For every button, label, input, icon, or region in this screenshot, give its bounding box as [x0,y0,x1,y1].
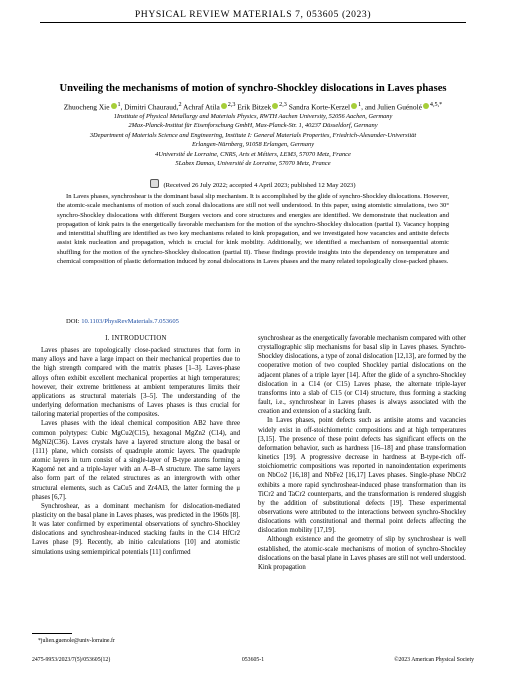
intro-paragraph-3: Synchroshear, as a dominant mechanism for dislocation-mediated plasticity on the basal plane in Laves phases, was predicted in the 1960s [8]. It was later confirmed by experimental observations of synchro-Shockley dislocations and synchroshear-induced stacking faults in the C14 HfCr2 Laves phase [9]. Recently, ab initio calculations [10] and atomistic simulations using semiempirical potentials [11] confirmed [32,502,240,556]
author-6: , and Julien Guénolé [361,102,422,112]
affiliation-4: 4Université de Lorraine, CNRS, Arts et Métiers, LEM3, 57070 Metz, France [155,150,351,158]
footnote-rule [32,633,72,634]
author-5-affil: 1 [358,102,362,108]
author-3-affil: 2,3 [227,102,236,108]
right-column [258,334,466,572]
intro-paragraph-2: Laves phases with the ideal chemical composition AB2 have three common polytypes: Cubic MgCu2(C15), hexagonal MgZn2 (C14), and MgNi2(C36). Laves crystals have a layered structure along the basal or {111} plane, which consists of quadruple atomic layers. The quadruple atomic layers in turn consist of a single-layer of B-type atoms forming a Kagomé net and a triple-layer with an A–B–A structure. The same layers also form part of the related structures as an intergrowth with other structural elements, such as CaCu5 and Zr4Al3, the latter forming the μ phases [6,7]. [32,420,240,501]
affiliation-3: 3Department of Materials Science and Engineering, Institute I: General Materials Properties, Friedrich-Alexander-Universität [89,131,417,139]
author-1: Zhuocheng Xie [63,102,110,112]
author-6-affil: 4,5,* [429,102,443,108]
received-text: (Received 26 July 2022; accepted 4 April 2023; published 12 May 2023) [163,182,356,189]
affiliations [40,112,466,168]
abstract: In Laves phases, synchroshear is the dominant basal slip mechanism. It is accomplished by the glide of synchro-Shockley dislocations. However, the atomic-scale mechanisms of motion of such zonal dislocations are still not well understood. In this paper, using atomistic simulations, two 30° synchro-Shockley dislocations with different Burgers vectors and core structures and energies are identified. We demonstrate that nucleation and propagation of kink pairs is the energetically favorable mechanism for the motion of the synchro-Shockley dislocation (partial I). Vacancy hopping and interstitial shuffling are identified as two key mechanisms related to kink propagation, and we investigated how vacancies and antisite defects assist kink nucleation and propagation, which is crucial for kink mobility. Additionally, we identified a mechanism of nonsequential atomic shuffling for the motion of the synchro-Shockley dislocation (partial II). These findings provide insights into the dependency on temperature and chemical composition of plastic deformation induced by zonal dislocations in Laves phases and the many related topologically close-packed phases. [57,193,450,265]
paper-title: Unveiling the mechanisms of motion of synchro-Shockley dislocations in Laves phases [59,83,447,94]
license-icon[interactable] [150,179,159,188]
orcid-icon[interactable] [423,103,429,109]
journal-header [0,9,506,20]
orcid-icon[interactable] [272,103,278,109]
affiliation-1: 1Institute of Physical Metallurgy and Materials Physics, RWTH Aachen University, 52056 Aachen, Germany [113,113,393,120]
author-2-affil: 2 [178,102,182,108]
intro-paragraph-5: In Laves phases, point defects such as antisite atoms and vacancies widely exist in off-stoichiometric compositions and at high temperatures [3,15]. The presence of these point defects has significant effects on the deformation behavior, such as hardness [16–18] and phase transformation kinetics [19]. A progressive decrease in hardness at B-type-rich off-stoichiometric compositions was reported in nanoindentation experiments on NbCo2 [16,18] and NbFe2 [16,17] Laves phases. Single-phase NbCr2 exhibits a more rapid synchroshear-induced phase transformation than its TiCr2 and TaCr2 counterparts, and the transformation is rendered sluggish by the addition of substitutional defects [19]. These experimental observations were attributed to the interactions between synchro-Shockley dislocations with constitutional and thermal point defects affecting the dislocation mobility [17,19]. [258,417,466,535]
affiliation-3-cont: Erlangen-Nürnberg, 91058 Erlangen, Germany [191,141,315,149]
intro-paragraph-4: synchroshear as the energetically favorable mechanism compared with other crystallographic slip mechanisms for basal slip in Laves phases. Synchro-Shockley dislocations, a type of zonal dislocation [12,13], are formed by the cooperative motion of two coupled Shockley partial dislocations on the adjacent planes of a triple layer [14]. After the glide of a synchro-Shockley dislocation in a C14 (or C15) Laves phase, the alternate triple-layer transforms into a slab of C15 (or C14) structure, thus forming a stacking fault, i.e., synchroshear in Laves phases is always associated with the creation and extension of a stacking fault. [258,335,466,416]
author-4-affil: 2,3 [279,102,287,108]
author-5: Sandra Korte-Kerzel [286,102,351,112]
intro-paragraph-1: Laves phases are topologically close-packed structures that form in many alloys and have a large impact on their mechanical properties due to the high strength compared with the matrix phases [1–3]. Laves-phase alloys often exhibit excellent mechanical properties at high temperatures; however, their extreme brittleness at ambient temperatures limits their applications as structural materials [3–5]. The understanding of the underlying deformation mechanisms of Laves phases is thus crucial for tailoring material properties of the composites. [32,347,240,419]
section-heading: I. INTRODUCTION [105,335,167,342]
header-rule [40,22,466,23]
footer-page-number: 053605-1 [241,657,265,663]
orcid-icon[interactable] [221,103,227,109]
left-column [32,334,240,557]
intro-paragraph-6: Although existence and the geometry of slip by synchroshear is well established, the atomic-scale mechanisms of motion of synchro-Shockley dislocations on the basal plane in Laves phases are still not well understood. Kink propagation [258,536,466,571]
author-3: Achraf Atila [181,102,220,112]
journal-header-text: PHYSICAL REVIEW MATERIALS 7, 053605 (2023) [134,9,372,20]
affiliation-5: 5Labex Damas, Université de Lorraine, 57070 Metz, France [175,160,331,168]
author-list [30,101,476,111]
doi-line [66,318,179,325]
footer-issn: 2475-9953/2023/7(5)/053605(12) [32,657,111,663]
received-dates [30,179,476,189]
doi-label: DOI: [66,318,82,325]
corresponding-email[interactable]: *julien.guenole@univ-lorraine.fr [38,638,115,644]
affiliation-2: 2Max-Planck-Institut für Eisenforschung GmbH, Max-Planck-Str. 1, 40237 Düsseldorf, Germany [128,122,378,130]
footer-copyright: ©2023 American Physical Society [394,657,474,663]
orcid-icon[interactable] [111,103,117,109]
author-2: , Dimitri Chauraud, [120,102,179,112]
orcid-icon[interactable] [351,103,357,109]
doi-link[interactable]: 10.1103/PhysRevMaterials.7.053605 [81,318,179,325]
author-4: Erik Bitzek [235,102,272,112]
author-1-affil: 1 [117,102,121,108]
